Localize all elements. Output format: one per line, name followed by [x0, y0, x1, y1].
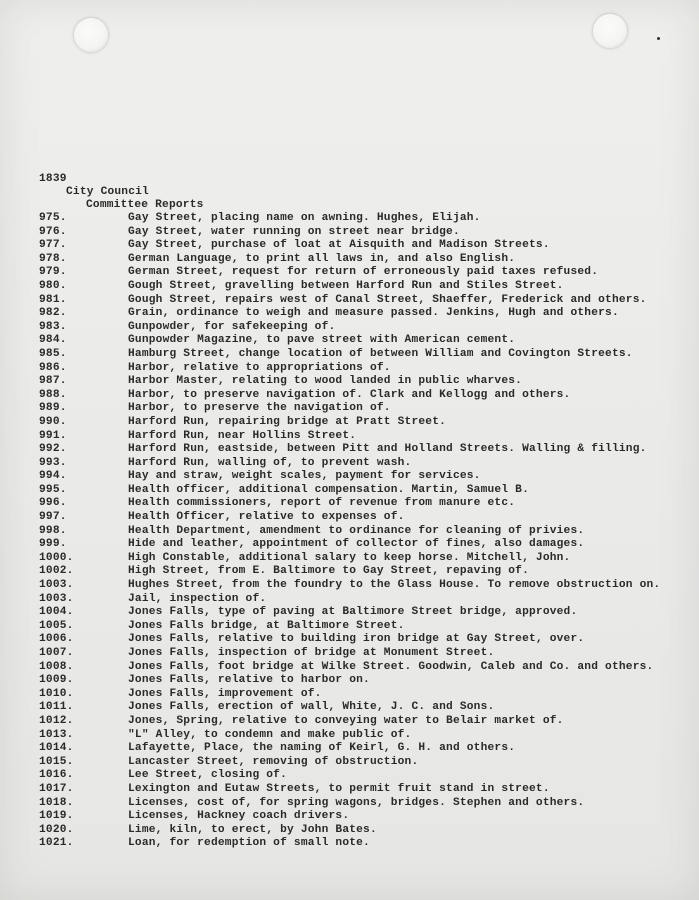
entry-description: Harbor, to preserve the navigation of. — [128, 402, 391, 415]
entry-number: 1003. — [39, 579, 74, 592]
entry-number: 1020. — [39, 823, 74, 836]
entry-description: Gunpowder Magazine, to pave street with American cement. — [128, 334, 516, 347]
entry-description: Grain, ordinance to weigh and measure passed. Jenkins, Hugh and others. — [128, 307, 619, 320]
entry-number: 1014. — [39, 742, 74, 755]
entry-description: Gunpowder, for safekeeping of. — [128, 320, 336, 333]
entry-number: 1011. — [39, 701, 74, 714]
entry-description: Harford Run, walling of, to prevent wash. — [128, 456, 412, 469]
entry-description: Harford Run, eastside, between Pitt and Holland Streets. Walling & filling. — [128, 443, 647, 456]
entry-number: 1017. — [39, 782, 74, 795]
entry-description: Hay and straw, weight scales, payment for services. — [128, 470, 481, 483]
entry-number: 999. — [39, 538, 67, 551]
entry-number: 978. — [39, 252, 67, 265]
entry-description: Harbor Master, relating to wood landed in public wharves. — [128, 375, 523, 388]
entry-description: Jones Falls, foot bridge at Wilke Street. Goodwin, Caleb and Co. and others. — [128, 660, 654, 673]
entry-description: German Street, request for return of erroneously paid taxes refused. — [128, 266, 599, 279]
section-heading: City Council — [66, 186, 149, 198]
entry-description: High Constable, additional salary to keep horse. Mitchell, John. — [128, 551, 571, 564]
entry-number: 983. — [39, 320, 67, 333]
entry-description: Jones Falls, relative to harbor on. — [128, 674, 370, 687]
entry-description: Gay Street, purchase of loat at Aisquith and Madison Streets. — [128, 239, 550, 252]
entry-number: 982. — [39, 307, 67, 320]
entry-description: Lafayette, Place, the naming of Keirl, G. H. and others. — [128, 742, 516, 755]
entry-description: Health commissioners, report of revenue from manure etc. — [128, 497, 516, 510]
entry-description: Jones Falls bridge, at Baltimore Street. — [128, 619, 405, 632]
punch-hole-right — [593, 14, 627, 48]
entry-number: 1002. — [39, 565, 74, 578]
entry-number: 987. — [39, 375, 67, 388]
entry-description: Lancaster Street, removing of obstruction. — [128, 755, 419, 768]
entry-number: 985. — [39, 347, 67, 360]
entry-description: Jones Falls, improvement of. — [128, 687, 322, 700]
entry-number: 988. — [39, 388, 67, 401]
entry-number: 992. — [39, 443, 67, 456]
entry-description: Licenses, Hackney coach drivers. — [128, 810, 350, 823]
entry-number: 976. — [39, 225, 67, 238]
entry-number: 981. — [39, 293, 67, 306]
entry-description: Lime, kiln, to erect, by John Bates. — [128, 823, 377, 836]
entry-description: Harford Run, near Hollins Street. — [128, 429, 357, 442]
entry-number: 993. — [39, 456, 67, 469]
entry-number: 989. — [39, 402, 67, 415]
entry-description: Hamburg Street, change location of between William and Covington Streets. — [128, 347, 633, 360]
entry-description: German Language, to print all laws in, and also English. — [128, 252, 516, 265]
entry-number: 979. — [39, 266, 67, 279]
entry-number: 990. — [39, 415, 67, 428]
entry-description: Health Officer, relative to expenses of. — [128, 511, 405, 524]
entry-number: 977. — [39, 239, 67, 252]
entry-description: Licenses, cost of, for spring wagons, bridges. Stephen and others. — [128, 796, 585, 809]
entry-number: 1005. — [39, 619, 74, 632]
entry-number: 975. — [39, 212, 67, 224]
entry-number: 995. — [39, 483, 67, 496]
entry-number: 1007. — [39, 647, 74, 659]
entry-number: 1015. — [39, 755, 74, 768]
entry-description: Gough Street, gravelling between Harford Run and Stiles Street. — [128, 279, 564, 292]
entry-description: Gay Street, placing name on awning. Hughes, Elijah. — [128, 212, 481, 224]
entry-description: Health officer, additional compensation. Martin, Samuel B. — [128, 483, 529, 496]
entry-description: Harbor, relative to appropriations of. — [128, 361, 391, 374]
entry-number: 996. — [39, 497, 67, 510]
entry-number: 1009. — [39, 674, 74, 687]
entry-description: Gough Street, repairs west of Canal Street, Shaeffer, Frederick and others. — [128, 293, 647, 306]
entry-number: 998. — [39, 524, 67, 537]
entry-number: 1013. — [39, 728, 74, 741]
subsection-heading: Committee Reports — [86, 199, 204, 211]
entry-number: 991. — [39, 429, 67, 442]
ink-speck — [657, 37, 660, 40]
entry-number: 1019. — [39, 810, 74, 823]
entry-number: 1010. — [39, 687, 74, 700]
entry-number: 1000. — [39, 551, 74, 564]
entry-number: 1003. — [39, 592, 74, 605]
entry-description: Health Department, amendment to ordinance for cleaning of privies. — [128, 524, 585, 537]
year-heading: 1839 — [39, 173, 67, 185]
entry-number: 1006. — [39, 633, 74, 646]
entry-number: 1012. — [39, 714, 74, 727]
entry-number: 984. — [39, 334, 67, 347]
entry-number: 986. — [39, 361, 67, 374]
entry-number: 1008. — [39, 660, 74, 673]
entry-description: Jones Falls, inspection of bridge at Monument Street. — [128, 647, 495, 659]
entry-number: 980. — [39, 279, 67, 292]
entry-description: Jones Falls, relative to building iron bridge at Gay Street, over. — [128, 633, 585, 646]
entry-number: 1004. — [39, 606, 74, 619]
entry-description: "L" Alley, to condemn and make public of. — [128, 728, 412, 741]
entry-description: Hughes Street, from the foundry to the Glass House. To remove obstruction on. — [128, 579, 661, 592]
entry-description: Lexington and Eutaw Streets, to permit fruit stand in street. — [128, 782, 550, 795]
entry-description: Lee Street, closing of. — [128, 769, 288, 782]
entry-description: Jones Falls, erection of wall, White, J. C. and Sons. — [128, 701, 495, 714]
entry-number: 1018. — [39, 796, 74, 809]
punch-hole-left — [74, 18, 108, 52]
entry-description: Loan, for redemption of small note. — [128, 837, 370, 850]
entry-description: Harbor, to preserve navigation of. Clark and Kellogg and others. — [128, 388, 571, 401]
entry-description: High Street, from E. Baltimore to Gay Street, repaving of. — [128, 565, 529, 578]
entry-description: Hide and leather, appointment of collector of fines, also damages. — [128, 538, 585, 551]
entry-description: Gay Street, water running on street near bridge. — [128, 225, 460, 238]
entry-number: 994. — [39, 470, 67, 483]
entry-description: Jail, inspection of. — [128, 592, 267, 605]
entry-description: Jones Falls, type of paving at Baltimore Street bridge, approved. — [128, 606, 578, 619]
entry-description: Jones, Spring, relative to conveying water to Belair market of. — [128, 714, 564, 727]
entry-description: Harford Run, repairing bridge at Pratt Street. — [128, 415, 447, 428]
entry-number: 1016. — [39, 769, 74, 782]
entry-number: 997. — [39, 511, 67, 524]
entry-number: 1021. — [39, 837, 74, 850]
